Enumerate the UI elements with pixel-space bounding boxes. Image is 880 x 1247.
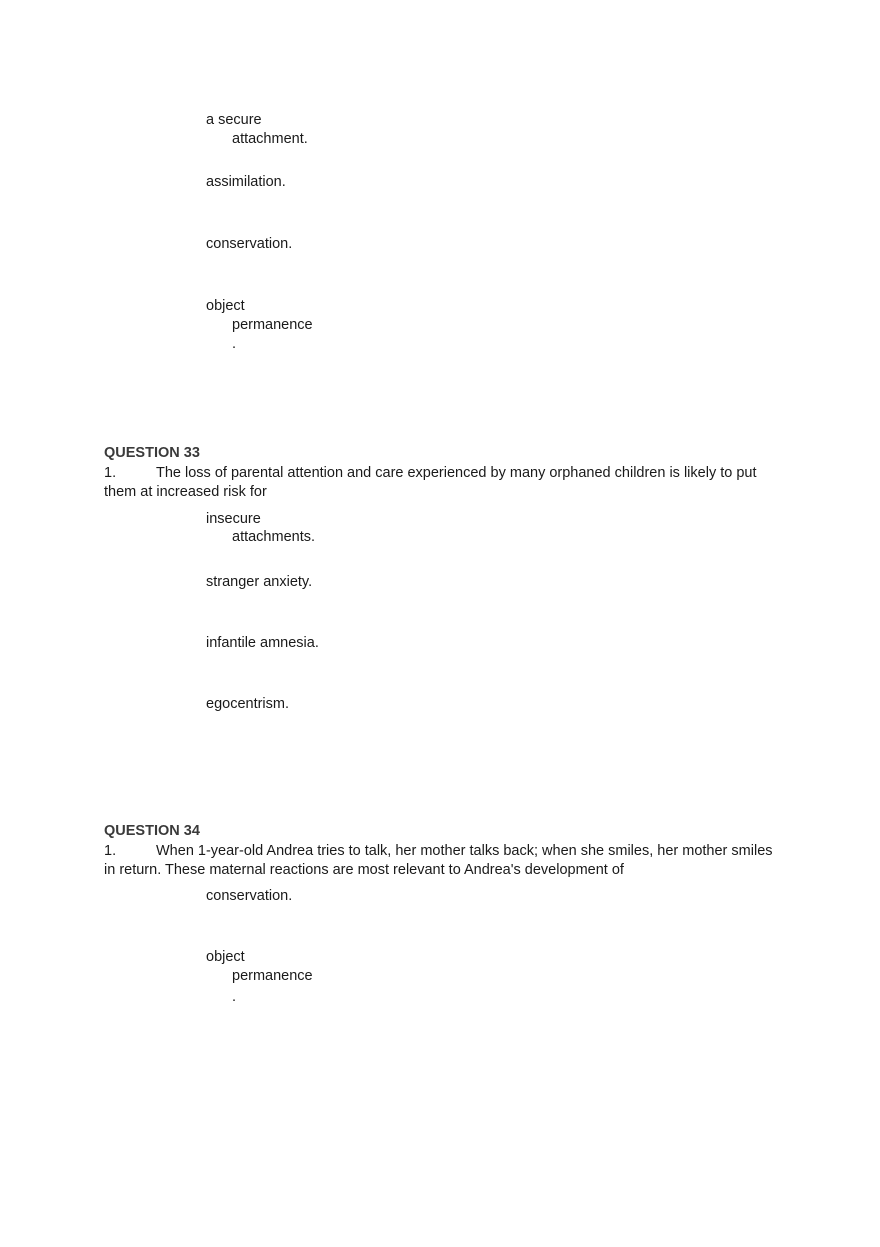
question-text-line2: in return. These maternal reactions are most relevant to Andrea's development of: [104, 862, 624, 878]
choice-a-line2[interactable]: attachment.: [232, 131, 308, 147]
choice-b[interactable]: stranger anxiety.: [206, 574, 313, 590]
choice-d-line2[interactable]: permanence: [232, 317, 313, 333]
choice-a-line1[interactable]: a secure: [206, 112, 262, 128]
choice-c[interactable]: infantile amnesia.: [206, 635, 319, 651]
choice-a-line2[interactable]: attachments.: [232, 529, 316, 545]
choice-b-line3[interactable]: .: [232, 989, 237, 1005]
choice-a-line1[interactable]: insecure: [206, 511, 261, 527]
choice-b-line1[interactable]: object: [206, 949, 245, 965]
question-heading: QUESTION 33: [104, 445, 200, 461]
choice-a[interactable]: conservation.: [206, 888, 293, 904]
question-number: 1.: [104, 843, 117, 859]
choice-b-line2[interactable]: permanence: [232, 968, 313, 984]
choice-c[interactable]: conservation.: [206, 236, 293, 252]
choice-d-line3[interactable]: .: [232, 336, 237, 352]
question-heading: QUESTION 34: [104, 823, 200, 839]
choice-d[interactable]: egocentrism.: [206, 696, 290, 712]
choice-d-line1[interactable]: object: [206, 298, 245, 314]
question-number: 1.: [104, 465, 117, 481]
question-text-line1: When 1-year-old Andrea tries to talk, her mother talks back; when she smiles, her mother smiles: [156, 843, 773, 859]
choice-b[interactable]: assimilation.: [206, 174, 286, 190]
question-text-line2: them at increased risk for: [104, 484, 267, 500]
question-text-line1: The loss of parental attention and care experienced by many orphaned children is likely to put: [156, 465, 757, 481]
